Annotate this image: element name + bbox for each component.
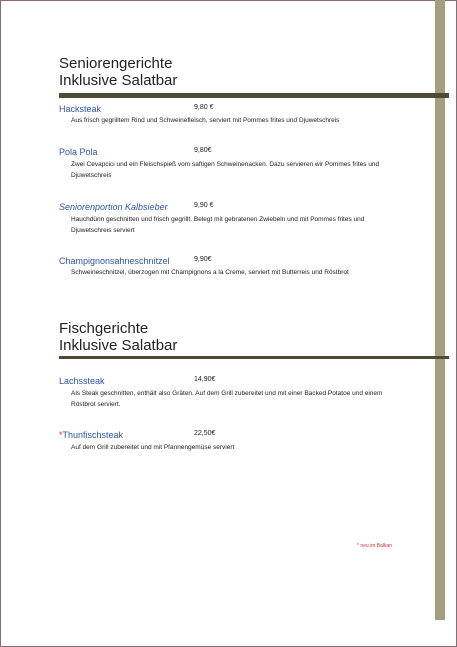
footnote-star: * [357,543,359,549]
section-rule-senioren [59,93,449,98]
item-price-kalbsieber: 9,90 € [194,202,214,209]
new-star-marker: * [59,430,63,440]
footnote-new-in-balkan [357,543,392,549]
section-title-fisch [59,320,177,354]
section-rule-fisch [59,356,449,359]
item-price-lachssteak: 14,90€ [194,376,216,383]
section-title-line2: Inklusive Salatbar [59,72,178,89]
item-desc-hacksteak: Aus frisch gegrilltem Rind und Schweinefleisch, serviert mit Pommes frites und Djuwetschreis [71,117,340,124]
item-desc-lachssteak: Als Steak geschnitten, enthält also Gräten. Auf dem Grill zubereitet und mit einer Backed Potatoe und einem Röstbrot serviert. [71,390,383,408]
item-name-pola-pola: Pola Pola [59,147,98,157]
item-name-lachssteak: Lachssteak [59,376,105,386]
item-name-thunfischsteak [59,430,123,440]
item-price-champignonsahneschnitzel: 9,90€ [194,256,212,263]
item-desc-thunfischsteak: Auf dem Grill zubereitet und mit Pfannengemüse serviert [71,444,235,451]
section-title-line2: Inklusive Salatbar [59,337,178,354]
item-desc-champignonsahneschnitzel: Schweineschnitzel, überzogen mit Champignons a la Creme, serviert mit Butterreis und Röstbrot [71,269,349,276]
section-title-line1: Fischgerichte [59,320,149,337]
item-price-hacksteak: 9,80 € [194,104,214,111]
section-title-line1: Seniorengerichte [59,55,173,72]
item-price-thunfischsteak: 22,50€ [194,430,216,437]
section-title-senioren [59,55,177,89]
item-name-kalbsieber: Seniorenportion Kalbsieber [59,202,168,212]
item-price-pola-pola: 9,80€ [194,147,212,154]
item-name-hacksteak: Hacksteak [59,104,102,114]
footnote-text: neu im Balkan [358,543,393,549]
item-name-champignonsahneschnitzel: Champignonsahneschnitzel [59,256,170,266]
item-desc-pola-pola: Zwei Cevapcici und ein Fleischspieß vom saftigen Schweinenacken. Dazu servieren wir Pommes frites und Djuwetschreis [71,161,380,179]
item-desc-kalbsieber: Hauchdünn geschnitten und frisch gegrillt. Belegt mit gebratenen Zwiebeln und mit Pommes frites und Djuwetschreis serviert [71,216,365,234]
item-name-thunfischsteak-text: Thunfischsteak [62,430,124,440]
